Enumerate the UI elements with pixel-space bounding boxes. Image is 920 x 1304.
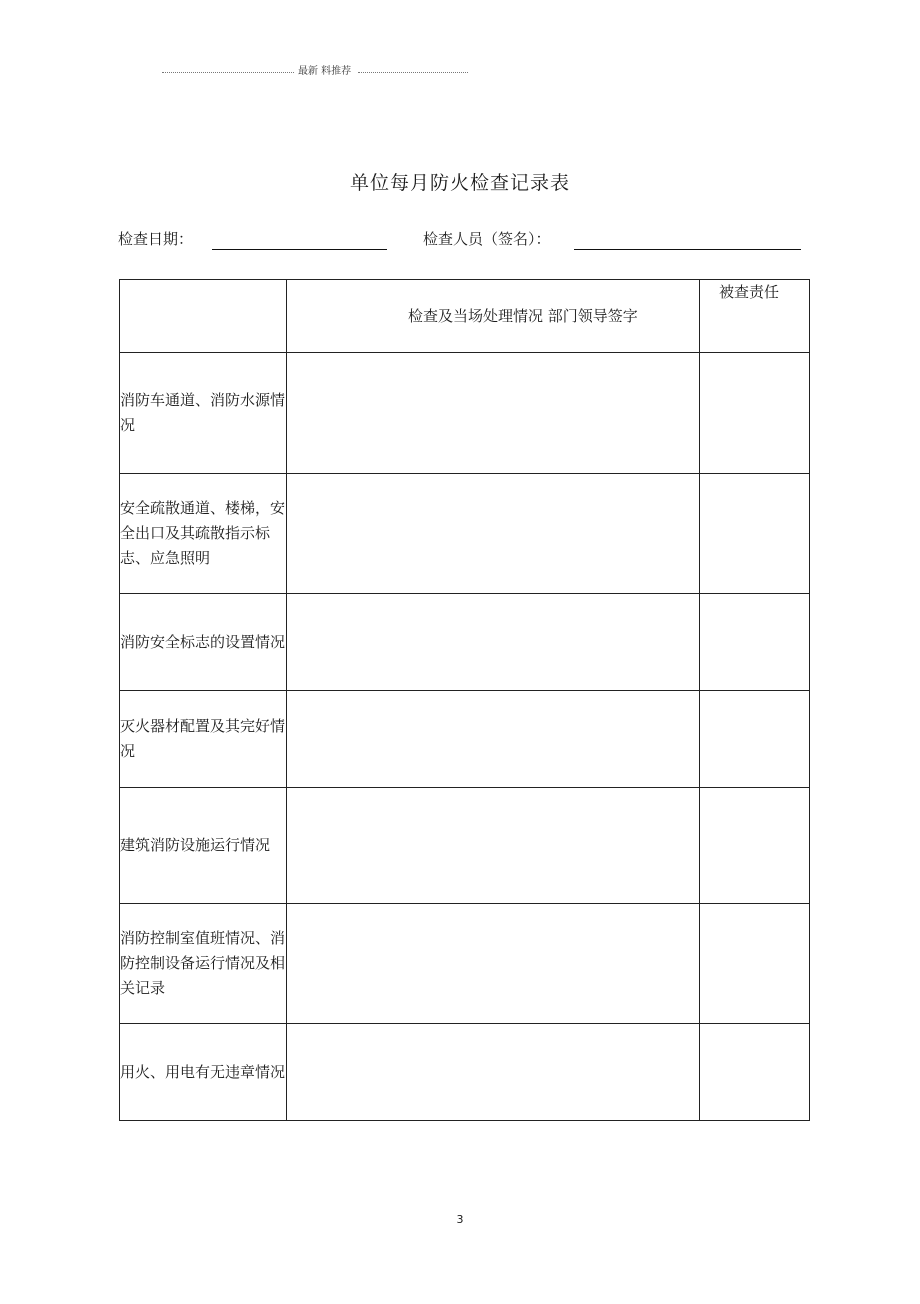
page-title: 单位每月防火检查记录表 <box>349 172 570 194</box>
header-responsible-label: 被查责任 <box>719 283 780 301</box>
row-item-label: 消防安全标志的设置情况 <box>120 594 287 691</box>
responsible-cell[interactable] <box>700 788 810 904</box>
responsible-cell[interactable] <box>700 691 810 788</box>
table-row <box>120 353 810 474</box>
row-item-label: 用火、用电有无违章情况 <box>120 1024 287 1121</box>
inspector-signature-blank-line <box>574 249 801 250</box>
findings-cell[interactable] <box>287 353 700 474</box>
row-item-label: 消防车通道、消防水源情况 <box>120 353 287 474</box>
row-item-label: 建筑消防设施运行情况 <box>120 788 287 904</box>
responsible-cell[interactable] <box>700 594 810 691</box>
row-item-label: 安全疏散通道、楼梯，安全出口及其疏散指示标志、应急照明 <box>120 474 287 594</box>
table-row <box>120 691 810 788</box>
table-row <box>120 788 810 904</box>
inspection-date-blank-line <box>212 249 387 250</box>
table-row <box>120 474 810 594</box>
inspector-signature-label: 检查人员（签名）： <box>423 230 551 248</box>
header-findings-label: 检查及当场处理情况 部门领导签字 <box>408 307 638 325</box>
row-item-label: 消防控制室值班情况、消防控制设备运行情况及相关记录 <box>120 904 287 1024</box>
running-header <box>162 66 468 78</box>
findings-cell[interactable] <box>287 594 700 691</box>
table-row <box>120 904 810 1024</box>
page-number: 3 <box>456 1213 464 1226</box>
findings-cell[interactable] <box>287 904 700 1024</box>
header-dotted-rule-right <box>358 72 468 73</box>
table-header-row <box>120 280 810 353</box>
inspection-record-table <box>119 279 810 1121</box>
findings-cell[interactable] <box>287 788 700 904</box>
inspection-date-label: 检查日期： <box>118 230 194 248</box>
responsible-cell[interactable] <box>700 1024 810 1121</box>
findings-cell[interactable] <box>287 691 700 788</box>
inspection-date-field <box>118 229 193 253</box>
table-row <box>120 594 810 691</box>
table-row <box>120 1024 810 1121</box>
header-label: 最新 料推荐 <box>298 66 352 77</box>
responsible-cell[interactable] <box>700 353 810 474</box>
row-item-label: 灭火器材配置及其完好情况 <box>120 691 287 788</box>
responsible-cell[interactable] <box>700 904 810 1024</box>
findings-cell[interactable] <box>287 474 700 594</box>
header-cell-item <box>120 280 287 353</box>
header-cell-responsible <box>700 280 810 353</box>
findings-cell[interactable] <box>287 1024 700 1121</box>
header-dotted-rule-left <box>162 72 294 73</box>
header-cell-findings <box>287 280 700 353</box>
inspector-signature-field <box>423 229 551 253</box>
responsible-cell[interactable] <box>700 474 810 594</box>
